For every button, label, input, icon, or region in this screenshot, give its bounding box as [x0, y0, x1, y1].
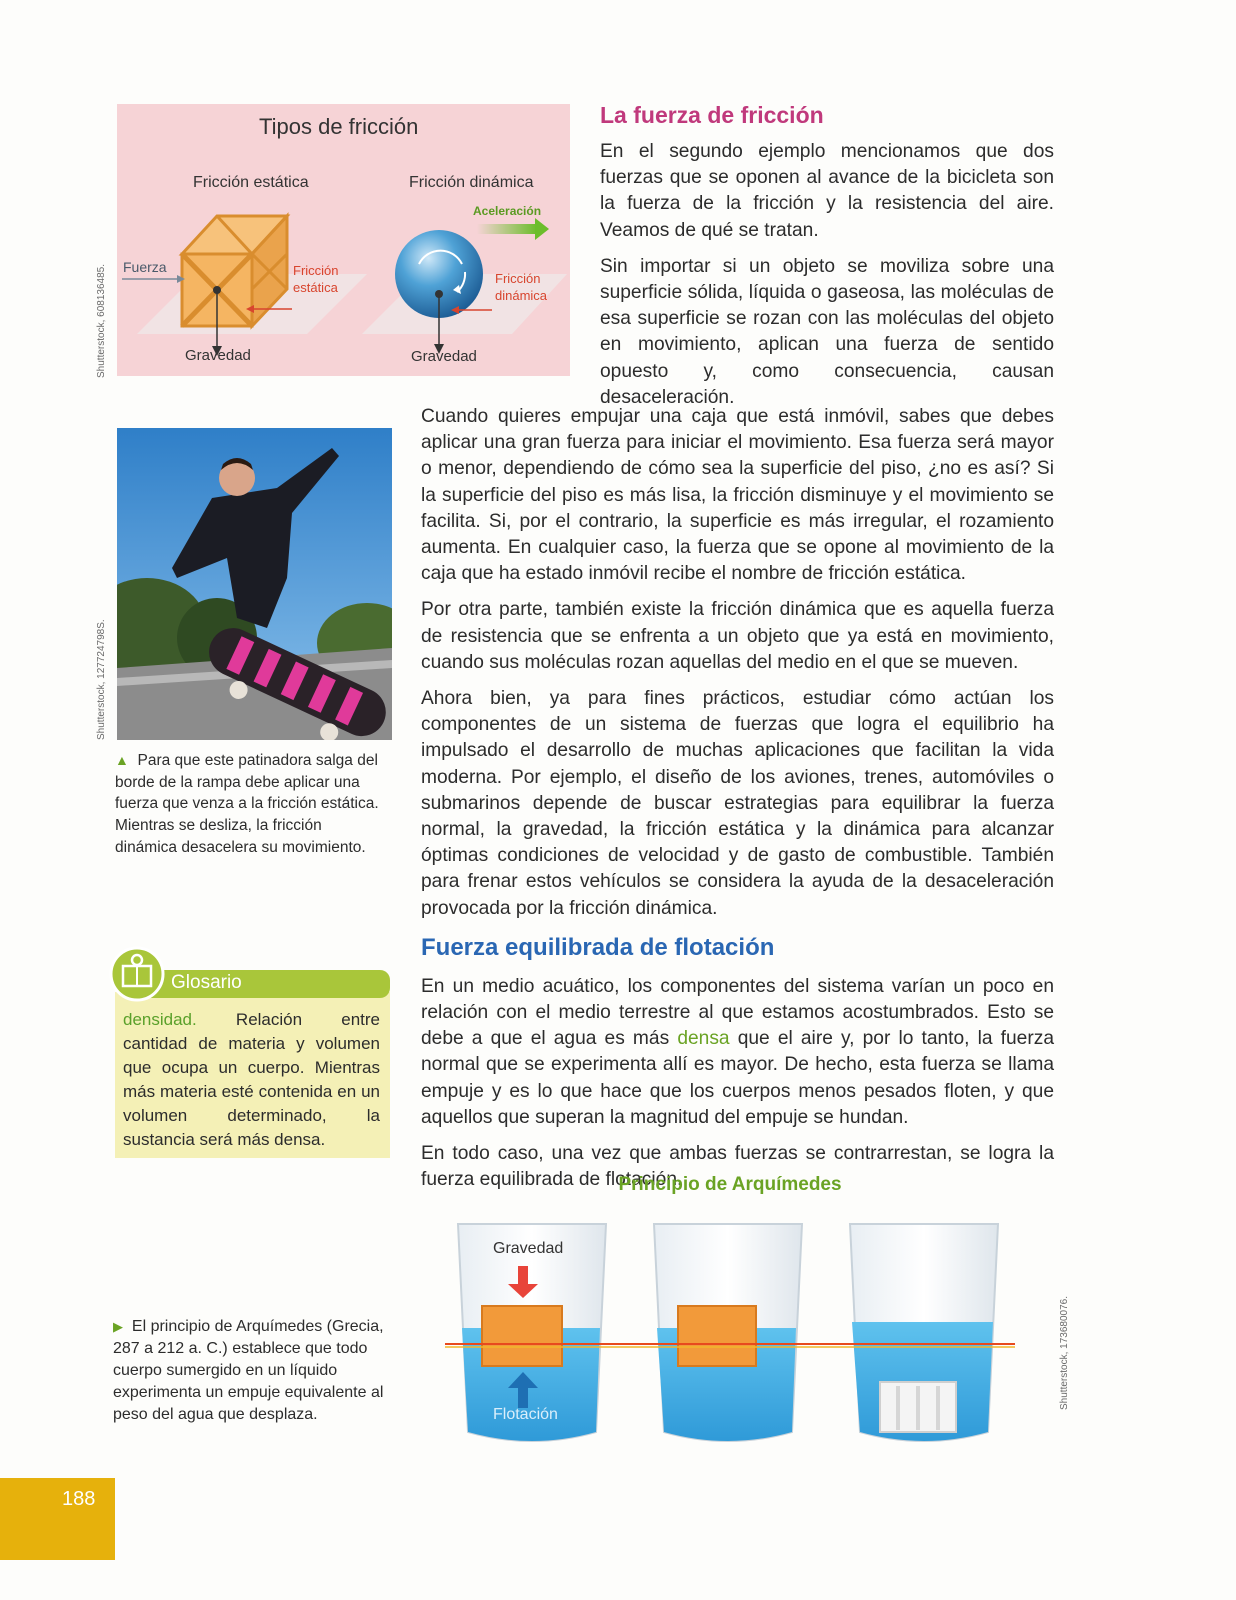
friction-paragraph-5: Ahora bien, ya para fines prácticos, estudiar cómo actúan los componentes de un sistema de fuerzas que logra el equilibrio ha impulsado el desarrollo de muchas aplicaciones que facilitan la vida moderna. Por ejemplo, el diseño de los aviones, trenes, automóviles o submarinos depende de buscar estrategias para equilibrar la fuerza normal, la gravedad, la fricción estática y la dinámica para alcanzar óptimas condiciones de velocidad y de gasto de combustible. También para frenar estos vehículos se considera la ayuda de la desaceleración provocada por la fricción dinámica.	[421, 688, 1054, 919]
flotation-p1-after: que el aire y, por lo tanto, la fuerza normal que se experimenta allí es mayor. De hecho, esta fuerza se llama empuje y es lo que hace que los cuerpos menos pesados floten, y que aquellos que superan la magnitud del empuje se hundan.	[421, 1028, 1054, 1128]
gravity-label-dynamic: Gravedad	[411, 348, 477, 365]
glossary-definition: Relación entre cantidad de materia y volumen que ocupa un cuerpo. Mientras más materia esté contenida en un volumen determinado, la sustancia será más densa.	[123, 1010, 380, 1149]
friction-figure-credit: Shutterstock, 608136485.	[96, 264, 107, 378]
archimedes-caption	[113, 1316, 393, 1426]
flotation-paragraph-1	[421, 974, 1054, 1131]
archimedes-title-wrap	[440, 1174, 1020, 1196]
flotation-p1-before: En un medio acuático, los componentes del sistema varían un poco en relación con el medio terrestre al que estamos acostumbrados. Esto se debe a que el agua es más	[421, 975, 1054, 1050]
orange-block-1	[482, 1306, 562, 1366]
friction-heading: La fuerza de fricción	[600, 102, 824, 128]
archimedes-caption-text: El principio de Arquímedes (Grecia, 287 a 212 a. C.) establece que todo cuerpo sumergido en un líquido experimenta un empuje equivalente al peso del agua que desplaza.	[113, 1318, 384, 1423]
dynamic-friction-title: Fricción dinámica	[409, 174, 534, 191]
glossary-body	[115, 992, 390, 1158]
triangle-right-bullet-icon: ▶	[113, 1319, 123, 1334]
page-number-tab	[0, 1478, 115, 1560]
glossary-header	[135, 970, 390, 998]
dynamic-friction-label: Fricción dinámica	[495, 271, 548, 303]
static-friction-title: Fricción estática	[193, 174, 309, 191]
friction-paragraph-1: En el segundo ejemplo mencionamos que dos fuerzas que se oponen al avance de la bicicleta son la fuerza de la fricción y la resistencia del aire. Veamos de qué se tratan.	[600, 141, 1054, 241]
archimedes-figure-credit: Shutterstock, 173680076.	[1059, 1296, 1070, 1410]
orange-block-2	[678, 1306, 756, 1366]
gravity-label: Gravedad	[493, 1240, 564, 1257]
gravity-label-static: Gravedad	[185, 347, 251, 364]
friction-types-figure	[117, 104, 570, 376]
glossary-title: Glosario	[171, 972, 242, 993]
flotation-heading: Fuerza equilibrada de flotación	[421, 933, 775, 961]
friction-paragraph-3: Cuando quieres empujar una caja que está inmóvil, sabes que debes aplicar una gran fuerza para iniciar el movimiento. Esa fuerza será mayor o menor, dependiendo de cómo sea la superficie del piso, ¿no es así? Si la superficie del piso es más lisa, la fricción disminuye y el movimiento se facilita. Si, por el contrario, la superficie es más irregular, el rozamiento aumenta. En cualquier caso, la fuerza que se opone al movimiento de la caja que ha estado inmóvil recibe el nombre de fricción estática.	[421, 406, 1054, 585]
friction-paragraph-4: Por otra parte, también existe la fricción dinámica que es aquella fuerza de resistencia que se enfrenta a un objeto que ya está en movimiento, cuando sus moléculas rozan aquellas del medio en el que se mueven.	[421, 599, 1054, 673]
skater-photo-credit: Shutterstock, 127724798S.	[96, 619, 107, 740]
densa-glossary-link[interactable]: densa	[677, 1028, 730, 1050]
skater-photo	[117, 428, 392, 740]
force-label: Fuerza	[123, 259, 167, 275]
flotation-paragraph-2: En todo caso, una vez que ambas fuerzas se contrarrestan, se logra la fuerza equilibrada de flotación.	[421, 1143, 1054, 1191]
acceleration-arrow	[477, 224, 537, 234]
glossary-entry	[123, 1008, 380, 1152]
archimedes-title: Principio de Arquímedes	[618, 1174, 842, 1195]
glossary-box	[115, 948, 390, 1158]
acceleration-label: Aceleración	[473, 204, 542, 218]
flotation-label: Flotación	[493, 1406, 558, 1423]
glossary-book-icon	[109, 946, 165, 1002]
friction-section-top	[600, 102, 1054, 411]
page-number: 188	[62, 1488, 96, 1510]
skater-photo-illustration	[117, 428, 392, 740]
friction-paragraph-2: Sin importar si un objeto se moviliza sobre una superficie sólida, líquida o gaseosa, las moléculas de esa superficie se rozan con las moléculas del objeto en movimiento, aplican una fuerza de sentido opuesto y, como consecuencia, causan desaceleración.	[600, 255, 1054, 408]
archimedes-figure	[440, 1210, 1020, 1480]
skater-caption-text: Para que este patinadora salga del borde de la rampa debe aplicar una fuerza que venza a la fricción estática. Mientras se desliza, la fricción dinámica desacelera su movimiento.	[115, 752, 379, 856]
glossary-term: densidad.	[123, 1010, 197, 1029]
friction-illustration	[117, 104, 570, 376]
friction-section-main	[421, 404, 1054, 1193]
skater-caption	[115, 750, 380, 859]
gravity-down-arrow	[518, 1266, 528, 1286]
triangle-bullet-icon: ▲	[115, 752, 129, 768]
static-friction-label: Fricción estática	[293, 263, 339, 295]
figure-title: Tipos de fricción	[259, 114, 419, 139]
